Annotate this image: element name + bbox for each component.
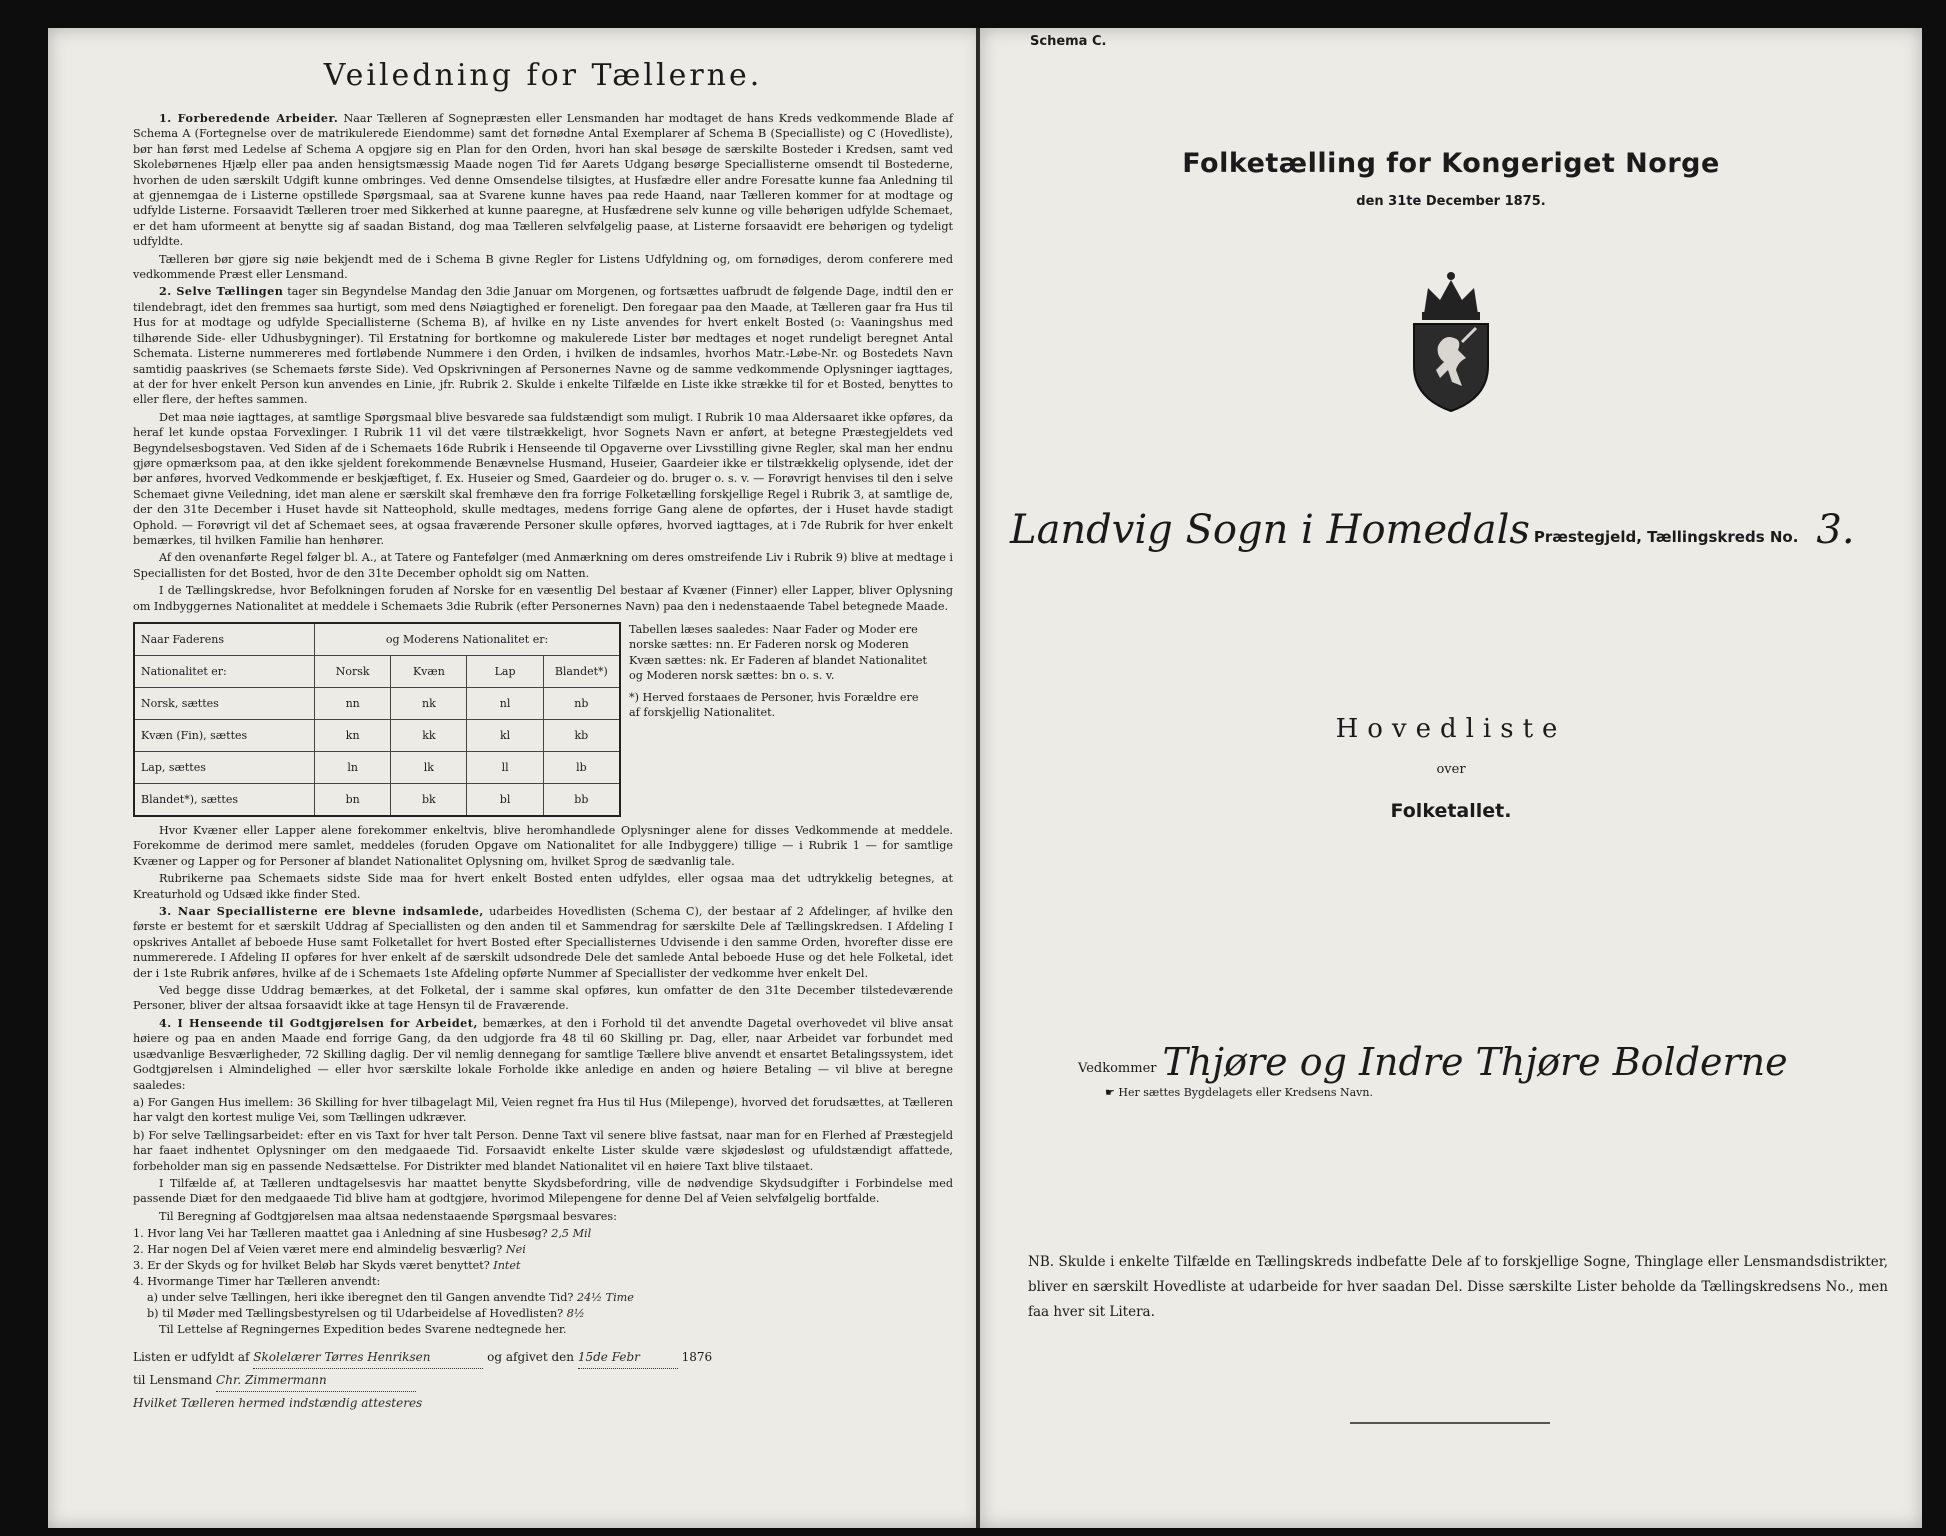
section-4d: Til Beregning af Godtgjørelsen maa altsaa nedenstaaende Spørgsmaal besvares: (159, 1209, 617, 1223)
section-3: 3. Naar Speciallisterne ere blevne indsamlede, udarbeides Hovedlisten (Schema C), der bestaar af 2 Afdelinger, af hvilke den første er bestemt for et særskilt Uddrag af Speciallisten og den anden til et Sammendrag for særskilte Dele af Tællingskredsen. I Afdeling I opskrives Antallet af beboede Huse samt Folketallet for hvert Bosted efter Speciallisternes Udvisende i den samme Orden, hvorefter disse ere nummererede. I Afdeling II opføres for hver enkelt af de særskilt udsondrede Dele det samlede Antal beboede Huse og det hele Folketal, idet der i 1ste Rubrik anføres, hvilke af de i Schemaets 1ste Afdeling opførte Nummer af Speciallister der vedkomme hver enkelt Del. (133, 904, 953, 980)
census-date: den 31te December 1875. (1356, 194, 1546, 209)
table-row: Kvæn (Fin), sættes kn kk kl kb (134, 720, 620, 752)
handwritten-answer: Nei (505, 1243, 526, 1257)
section-3b: Ved begge disse Uddrag bemærkes, at det Folketal, der i samme skal opføres, kun omfatter de den 31te December tilstedeværende Personer, bliver der altsaa forsaavidt ikke at tage Hensyn til de Fraværende. (133, 984, 953, 1013)
table-row: Lap, sættes ln lk ll lb (134, 752, 620, 784)
handwritten-kreds-no: 3. (1816, 507, 1855, 553)
question-item: 1. Hvor lang Vei har Tælleren maattet gaa i Anledning af sine Husbesøg? 2,5 Mil (133, 1227, 592, 1241)
right-page (980, 28, 1922, 1528)
table-col: Norsk (315, 656, 391, 688)
handwritten-lensmand-name: Chr. Zimmermann (216, 1369, 416, 1392)
question-item: 4. Hvormange Timer har Tælleren anvendt: (133, 1275, 381, 1289)
section-2c: Af den ovenanførte Regel følger bl. A., at Tatere og Fantefølger (med Anmærkning om deres omstreifende Liv i Rubrik 9) blive at medtage i Speciallisten for det Bosted, hvor de den 31te December opholdt sig om Natten. (133, 551, 953, 580)
handwritten-attestation: Hvilket Tælleren hermed indstændig attesteres (133, 1396, 423, 1411)
section-1b: Tælleren bør gjøre sig nøie bekjendt med de i Schema B givne Regler for Listens Udfyldning og, om fornødiges, derom conferere med vedkommende Præst eller Lensmand. (133, 252, 953, 282)
section-4c: I Tilfælde af, at Tælleren undtagelsesvis har maattet benytte Skydsbefordring, ville de nødvendige Skydsudgifter i Forbindelse med passende Diæt for den medgaaede Tid blive ham at godtgjøre, hvorimod Milepengene for denne Del af Veien selvfølgelig bortfalde. (133, 1176, 953, 1206)
signature-block (133, 1346, 953, 1414)
table-row: Norsk, sættes nn nk nl nb (134, 688, 620, 720)
handwritten-answer: 24½ Time (577, 1291, 634, 1305)
nb-note: NB. Skulde i enkelte Tilfælde en Tællingskreds indbefatte Dele af to forskjellige Sogne, Thinglage eller Lensmandsdistrikter, bliver en særskilt Hovedliste at udarbeide for hver saadan Del. Disse særskilte Lister beholde da Tællingskredsens No., men faa hver sit Litera. (1028, 1254, 1888, 1320)
handwritten-answer: 8½ (566, 1307, 585, 1321)
signature-line-3 (133, 1392, 953, 1414)
parish-line (1010, 508, 1890, 552)
question-item: 3. Er der Skyds og for hvilket Beløb har Skyds været benyttet? Intet (133, 1259, 521, 1273)
vedkommer-label: Vedkommer (1078, 1061, 1157, 1076)
handwritten-district: Thjøre og Indre Thjøre Bolderne (1162, 1040, 1788, 1084)
section-2f: Rubrikerne paa Schemaets sidste Side maa for hvert enkelt Bosted enten udfyldes, eller ogsaa maa det udtrykkelig betegnes, at Kreaturhold og Udsæd ikke finder Sted. (133, 872, 953, 901)
table-head-father: Naar Faderens (134, 623, 315, 656)
table-explanation: Tabellen læses saaledes: Naar Fader og Moder ere norske sættes: nn. Er Faderen norsk og Moderen Kvæn sættes: nk. Er Faderen af blandet Nationalitet og Moderen norsk sættes: bn o. s. v. *) Herved forstaaes de Personer, hvis Forældre ere af forskjellig Nationalitet. (629, 622, 929, 817)
section-1: 1. Forberedende Arbeider. Naar Tælleren af Sognepræsten eller Lensmanden har modtaget de hans Kreds vedkommende Blade af Schema A (Fortegnelse over de matrikulerede Eiendomme) samt det fornødne Antal Exemplarer af Schema B (Specialliste) og C (Hovedliste), bør han først med Ledelse af Schema A opgjøre sig en Plan for den Orden, hvori han skal besøge de særskilte Bosteder i Kredsen, samt ved Skolebørnenes Hjælp eller paa anden hensigtsmæssig Maade nogen Tid før Aarets Udgang besørge Speciallisterne omsendt til Bostederne, hvorhen de uden særskilt Udgift kunne ombringes. Ved denne Omsendelse tilsigtes, at Husfædre eller andre Foresatte kunne faa Anledning til at gjennemgaa de i Listerne opstillede Spørgsmaal, saa at Svarene kunne haves paa rede Haand, naar Tælleren kommer for at modtage og udfylde Listerne. Forsaavidt Tælleren troer med Sikkerhed at kunne paaregne, at Husfædrene selv kunne og ville behørigen udfylde Schemaet, er det ham uformeent at benytte sig af saadan Bistand, dog maa Tælleren selvfølgelig paase, at Listerne forsaavidt ere behørigen og tydeligt udfyldte. (133, 111, 953, 249)
prest-label: Præstegjeld, Tællingskreds No. (1533, 528, 1799, 546)
question-item: 2. Har nogen Del af Veien været mere end almindelig besværlig? Nei (133, 1243, 526, 1257)
section-4: 4. I Henseende til Godtgjørelsen for Arbeidet, bemærkes, at den i Forhold til det anvendte Dagetal overhovedet vil blive ansat høiere og paa en anden Maade end forrige Gang, da den udgjorde fra 48 til 60 Skilling pr. Dag, eller, naar Arbeidet var forbundet med usædvanlige Besværligheder, 72 Skilling daglig. Der vil nemlig dennegang for samtlige Tællere blive anvendt et ensartet Betalingssystem, idet Godtgjørelsen i Almindelighed — eller hvor særskilte lokale Forholde ikke anledige en anden og høiere Betaling — vil blive at beregne saaledes: (133, 1015, 954, 1092)
table-footnote: *) Herved forstaaes de Personer, hvis Forældre ere af forskjellig Nationalitet. (629, 690, 919, 720)
census-title: Folketælling for Kongeriget Norge (1182, 148, 1720, 179)
handwritten-parish: Landvig Sogn i Homedals (1010, 507, 1530, 553)
schema-label: Schema C. (1030, 34, 1107, 49)
guidelines-title: Veiledning for Tællerne. (323, 58, 763, 93)
pointing-hand-icon: ☛ (1105, 1086, 1119, 1099)
signature-line-1: Listen er udfyldt af Skolelærer Tørres Henriksen og afgivet den 15de Febr 1876 (133, 1346, 953, 1369)
table-col: Blandet*) (543, 656, 620, 688)
table-col: Lap (467, 656, 543, 688)
nationality-table (133, 622, 621, 817)
section-2e: Hvor Kvæner eller Lapper alene forekommer enkeltvis, blive heromhandlede Oplysninger alene for disses Vedkommende at meddele. Forekomme de derimod mere samlet, meddeles (foruden Opgave om Nationalitet for alle Indbyggere) tillige — i Rubrik 1 — for samtlige Kvæner og Lapper og for Personer af blandet Nationalitet Oplysning om, hvilket Sprog de sædvanlig tale. (133, 824, 953, 868)
question-item: b) til Møder med Tællingsbestyrelsen og til Udarbeidelse af Hovedlisten? 8½ (147, 1307, 585, 1321)
question-note: Til Lettelse af Regningernes Expedition bedes Svarene nedtegnede her. (159, 1323, 567, 1337)
table-head-mother: og Moderens Nationalitet er: (315, 623, 620, 656)
nationality-block (133, 622, 953, 817)
signature-line-2: til Lensmand Chr. Zimmermann (133, 1369, 953, 1392)
vedkommer-line (1078, 1042, 1788, 1082)
handwritten-answer: Intet (493, 1259, 521, 1273)
coat-of-arms-icon (980, 266, 1922, 416)
over-text: over (1436, 762, 1466, 777)
folketallet-heading: Folketallet. (1390, 800, 1512, 822)
section-4b: b) For selve Tællingsarbeidet: efter en vis Taxt for hver talt Person. Denne Taxt vil senere blive fastsat, naar man for en Flerhed af Præstegjeld har faaet indhentet Oplysninger om den medgaaede Tid. Forsaavidt enkelte Lister skulde være skjødesløst og ufuldstændigt affattede, forbeholder man sig en passende Nedsættelse. For Distrikter med blandet Nationalitet vil en høiere Taxt blive tilstaaet. (133, 1128, 953, 1173)
hovedliste-heading: Hovedliste (1335, 714, 1567, 744)
handwritten-answer: 2,5 Mil (551, 1227, 592, 1241)
left-page (48, 28, 983, 1528)
handwritten-date: 15de Febr (578, 1346, 678, 1369)
section-2d: I de Tællingskredse, hvor Befolkningen foruden af Norske for en væsentlig Del bestaar af Kvæner (Finner) eller Lapper, bliver Oplysning om Indbyggernes Nationalitet at meddele i Schemaets 3die Rubrik (efter Personernes Navn) paa den i nedenstaaende Tabel betegnede Maade. (133, 584, 953, 613)
guidelines-column (133, 48, 953, 1414)
handwritten-counter-name: Skolelærer Tørres Henriksen (253, 1346, 483, 1369)
questions-list (133, 1226, 953, 1338)
table-row: Blandet*), sættes bn bk bl bb (134, 784, 620, 817)
divider (1350, 1422, 1550, 1424)
question-item: a) under selve Tællingen, heri ikke iberegnet den til Gangen anvendte Tid? 24½ Time (147, 1291, 634, 1305)
table-col: Kvæn (391, 656, 467, 688)
section-2b: Det maa nøie iagttages, at samtlige Spørgsmaal blive besvarede saa fuldstændigt som muligt. I Rubrik 10 maa Aldersaaret ikke opføres, da heraf let kunde opstaa Forvexlinger. I Rubrik 11 vil det være tilstrækkeligt, hvor Sognets Navn er anført, at betegne Præstegjeldets ved Begyndelsesbogstaven. Ved Siden af de i Schemaets 16de Rubrik i Henseende til Opgaverne over Livsstilling givne Regler, skal man her endnu gjøre opmærksom paa, at den ikke sjeldent forekommende Benævnelse Husmand, Huseier, Gaardeier ikke er tilstrækkelig oplysende, idet der bør anføres, hvorved Vedkommende er beskjæftiget, f. Ex. Huseier og Smed, Gaardeier og do. bruger o. s. v. — Forøvrigt henvises til den i selve Schemaet givne Veiledning, idet man alene er særskilt skal fremhæve den fra forrige Folketælling forskjellige Regel i Rubrik 3, at samtlige de, der den 31te December i Huset havde sit Natteophold, skulle medtages, medens forrige Gang alene de opførtes, der i Huset havde stadigt Ophold. — Forøvrigt vil det af Schemaet sees, at ogsaa fraværende Personer skulle opføres, hvorved iagttages, at i 7de Rubrik for hver enkelt bemærkes, til hvilken Familie han henhører. (133, 410, 953, 547)
vedkommer-note: ☛ Her sættes Bygdelagets eller Kredsens Navn. (1105, 1086, 1373, 1099)
section-4a: a) For Gangen Hus imellem: 36 Skilling for hver tilbagelagt Mil, Veien regnet fra Hus til Hus (Milepenge), hvorved det forudsættes, at Tælleren har valgt den kortest mulige Vei, som Tællingen udkræver. (133, 1095, 953, 1125)
table-head-nationality: Nationalitet er: (134, 656, 315, 688)
section-2: 2. Selve Tællingen tager sin Begyndelse Mandag den 3die Januar om Morgenen, og fortsættes uafbrudt de følgende Dage, indtil den er tilendebragt, idet den fremmes saa hurtigt, som med dens Nøiagtighed er foreneligt. Den foregaar paa den Maade, at Tælleren gaar fra Hus til Hus for at modtage og udfylde Speciallisterne (Schema B), af hvilke en ny Liste anvendes for hvert enkelt Bosted (ɔ: Vaaningshus med tilhørende Side- eller Udhusbygninger). Til Erstatning for bortkomne og makulerede Lister bør medtages et noget rundeligt beregnet Antal Schemata. Listerne nummereres med fortløbende Nummere i den Orden, i hvilken de indsamles, hvorhos Matr.-Løbe-Nr. og Bostedets Navn samtidig paaskrives (se Schemaets første Side). Ved Opskrivningen af Personernes Navne og de samme vedkommende Oplysninger iagttages, at der for hver enkelt Person kun anvendes en Linie, jfr. Rubrik 2. Skulde i enkelte Tilfælde en Liste ikke strække til for et Bosted, benyttes to eller flere, der heftes sammen. (133, 284, 953, 407)
